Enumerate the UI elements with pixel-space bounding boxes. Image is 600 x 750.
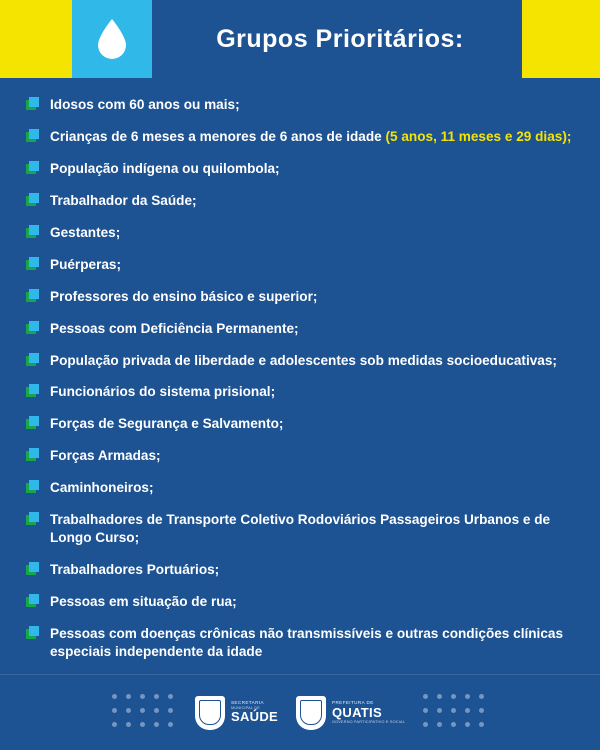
list-item-label: Puérperas; — [50, 256, 122, 272]
decorative-dots-right — [423, 694, 488, 731]
list-item-label: Forças de Segurança e Salvamento; — [50, 416, 284, 432]
square-bullet-icon — [26, 257, 39, 270]
square-bullet-icon — [26, 225, 39, 238]
list-item-label: Trabalhador da Saúde; — [50, 192, 197, 208]
list-item — [26, 320, 580, 338]
square-bullet-icon — [26, 626, 39, 639]
square-bullet-icon — [26, 161, 39, 174]
square-bullet-icon — [26, 97, 39, 110]
list-item-label: Forças Armadas; — [50, 448, 161, 464]
list-item — [26, 352, 580, 370]
list-item — [26, 288, 580, 306]
priority-groups-content — [0, 78, 600, 674]
crest-icon — [296, 696, 326, 730]
list-item — [26, 224, 580, 242]
square-bullet-icon — [26, 512, 39, 525]
list-item-label: Pessoas com Deficiência Permanente; — [50, 320, 299, 336]
square-bullet-icon — [26, 321, 39, 334]
list-item — [26, 561, 580, 579]
prefeitura-de-quatis-logo — [296, 696, 405, 730]
priority-groups-list — [26, 96, 580, 661]
header-accent-right — [522, 0, 600, 78]
list-item-label: População indígena ou quilombola; — [50, 160, 280, 176]
list-item-highlight: (5 anos, 11 meses e 29 dias); — [385, 128, 572, 144]
list-item-label: Crianças de 6 meses a menores de 6 anos de idade — [50, 128, 386, 144]
logo-line-3: GOVERNO PARTICIPATIVO E SOCIAL — [331, 719, 406, 724]
square-bullet-icon — [26, 562, 39, 575]
logo-line-3: MUNICIPAL DE — [230, 706, 260, 711]
square-bullet-icon — [26, 480, 39, 493]
square-bullet-icon — [26, 129, 39, 142]
list-item — [26, 447, 580, 465]
secretaria-municipal-de-saude-logo — [195, 696, 278, 730]
list-item — [26, 415, 580, 433]
list-item — [26, 160, 580, 178]
square-bullet-icon — [26, 353, 39, 366]
square-bullet-icon — [26, 594, 39, 607]
square-bullet-icon — [26, 416, 39, 429]
list-item-label: Gestantes; — [50, 224, 121, 240]
list-item-label: População privada de liberdade e adolescentes sob medidas socioeducativas; — [50, 352, 557, 368]
decorative-dots-left — [112, 694, 177, 731]
list-item-label: Funcionários do sistema prisional; — [50, 384, 276, 400]
list-item — [26, 192, 580, 210]
crest-icon — [195, 696, 225, 730]
list-item-label: Pessoas em situação de rua; — [50, 594, 237, 609]
list-item-label: Professores do ensino básico e superior; — [50, 288, 318, 304]
logo-line-2: SAÚDE — [230, 709, 278, 725]
header-accent-left — [0, 0, 72, 78]
list-item — [26, 593, 580, 611]
header-icon-panel — [72, 0, 152, 78]
list-item — [26, 479, 580, 497]
page-header — [0, 0, 600, 78]
list-item-label: Trabalhadores de Transporte Coletivo Rodoviários Passageiros Urbanos e de Longo Curso; — [50, 512, 551, 546]
square-bullet-icon — [26, 289, 39, 302]
list-item — [26, 96, 580, 114]
square-bullet-icon — [26, 448, 39, 461]
list-item — [26, 383, 580, 401]
logo-line-1: PREFEITURA DE — [331, 700, 374, 706]
list-item-label: Caminhoneiros; — [50, 480, 154, 496]
list-item-label: Idosos com 60 anos ou mais; — [50, 97, 240, 112]
list-item — [26, 128, 580, 146]
list-item — [26, 511, 580, 547]
list-item — [26, 256, 580, 274]
list-item-label: Trabalhadores Portuários; — [50, 562, 220, 578]
square-bullet-icon — [26, 384, 39, 397]
water-drop-icon — [95, 18, 129, 60]
page-title: Grupos Prioritários: — [216, 24, 464, 53]
list-item — [26, 625, 580, 661]
logo-line-1: SECRETARIA — [230, 700, 264, 706]
square-bullet-icon — [26, 193, 39, 206]
logo-line-2: QUATIS — [331, 705, 382, 721]
list-item-label: Pessoas com doenças crônicas não transmissíveis e outras condições clínicas especiais independente da idade — [50, 625, 564, 659]
header-title-area — [152, 0, 522, 78]
page-footer — [0, 674, 600, 750]
